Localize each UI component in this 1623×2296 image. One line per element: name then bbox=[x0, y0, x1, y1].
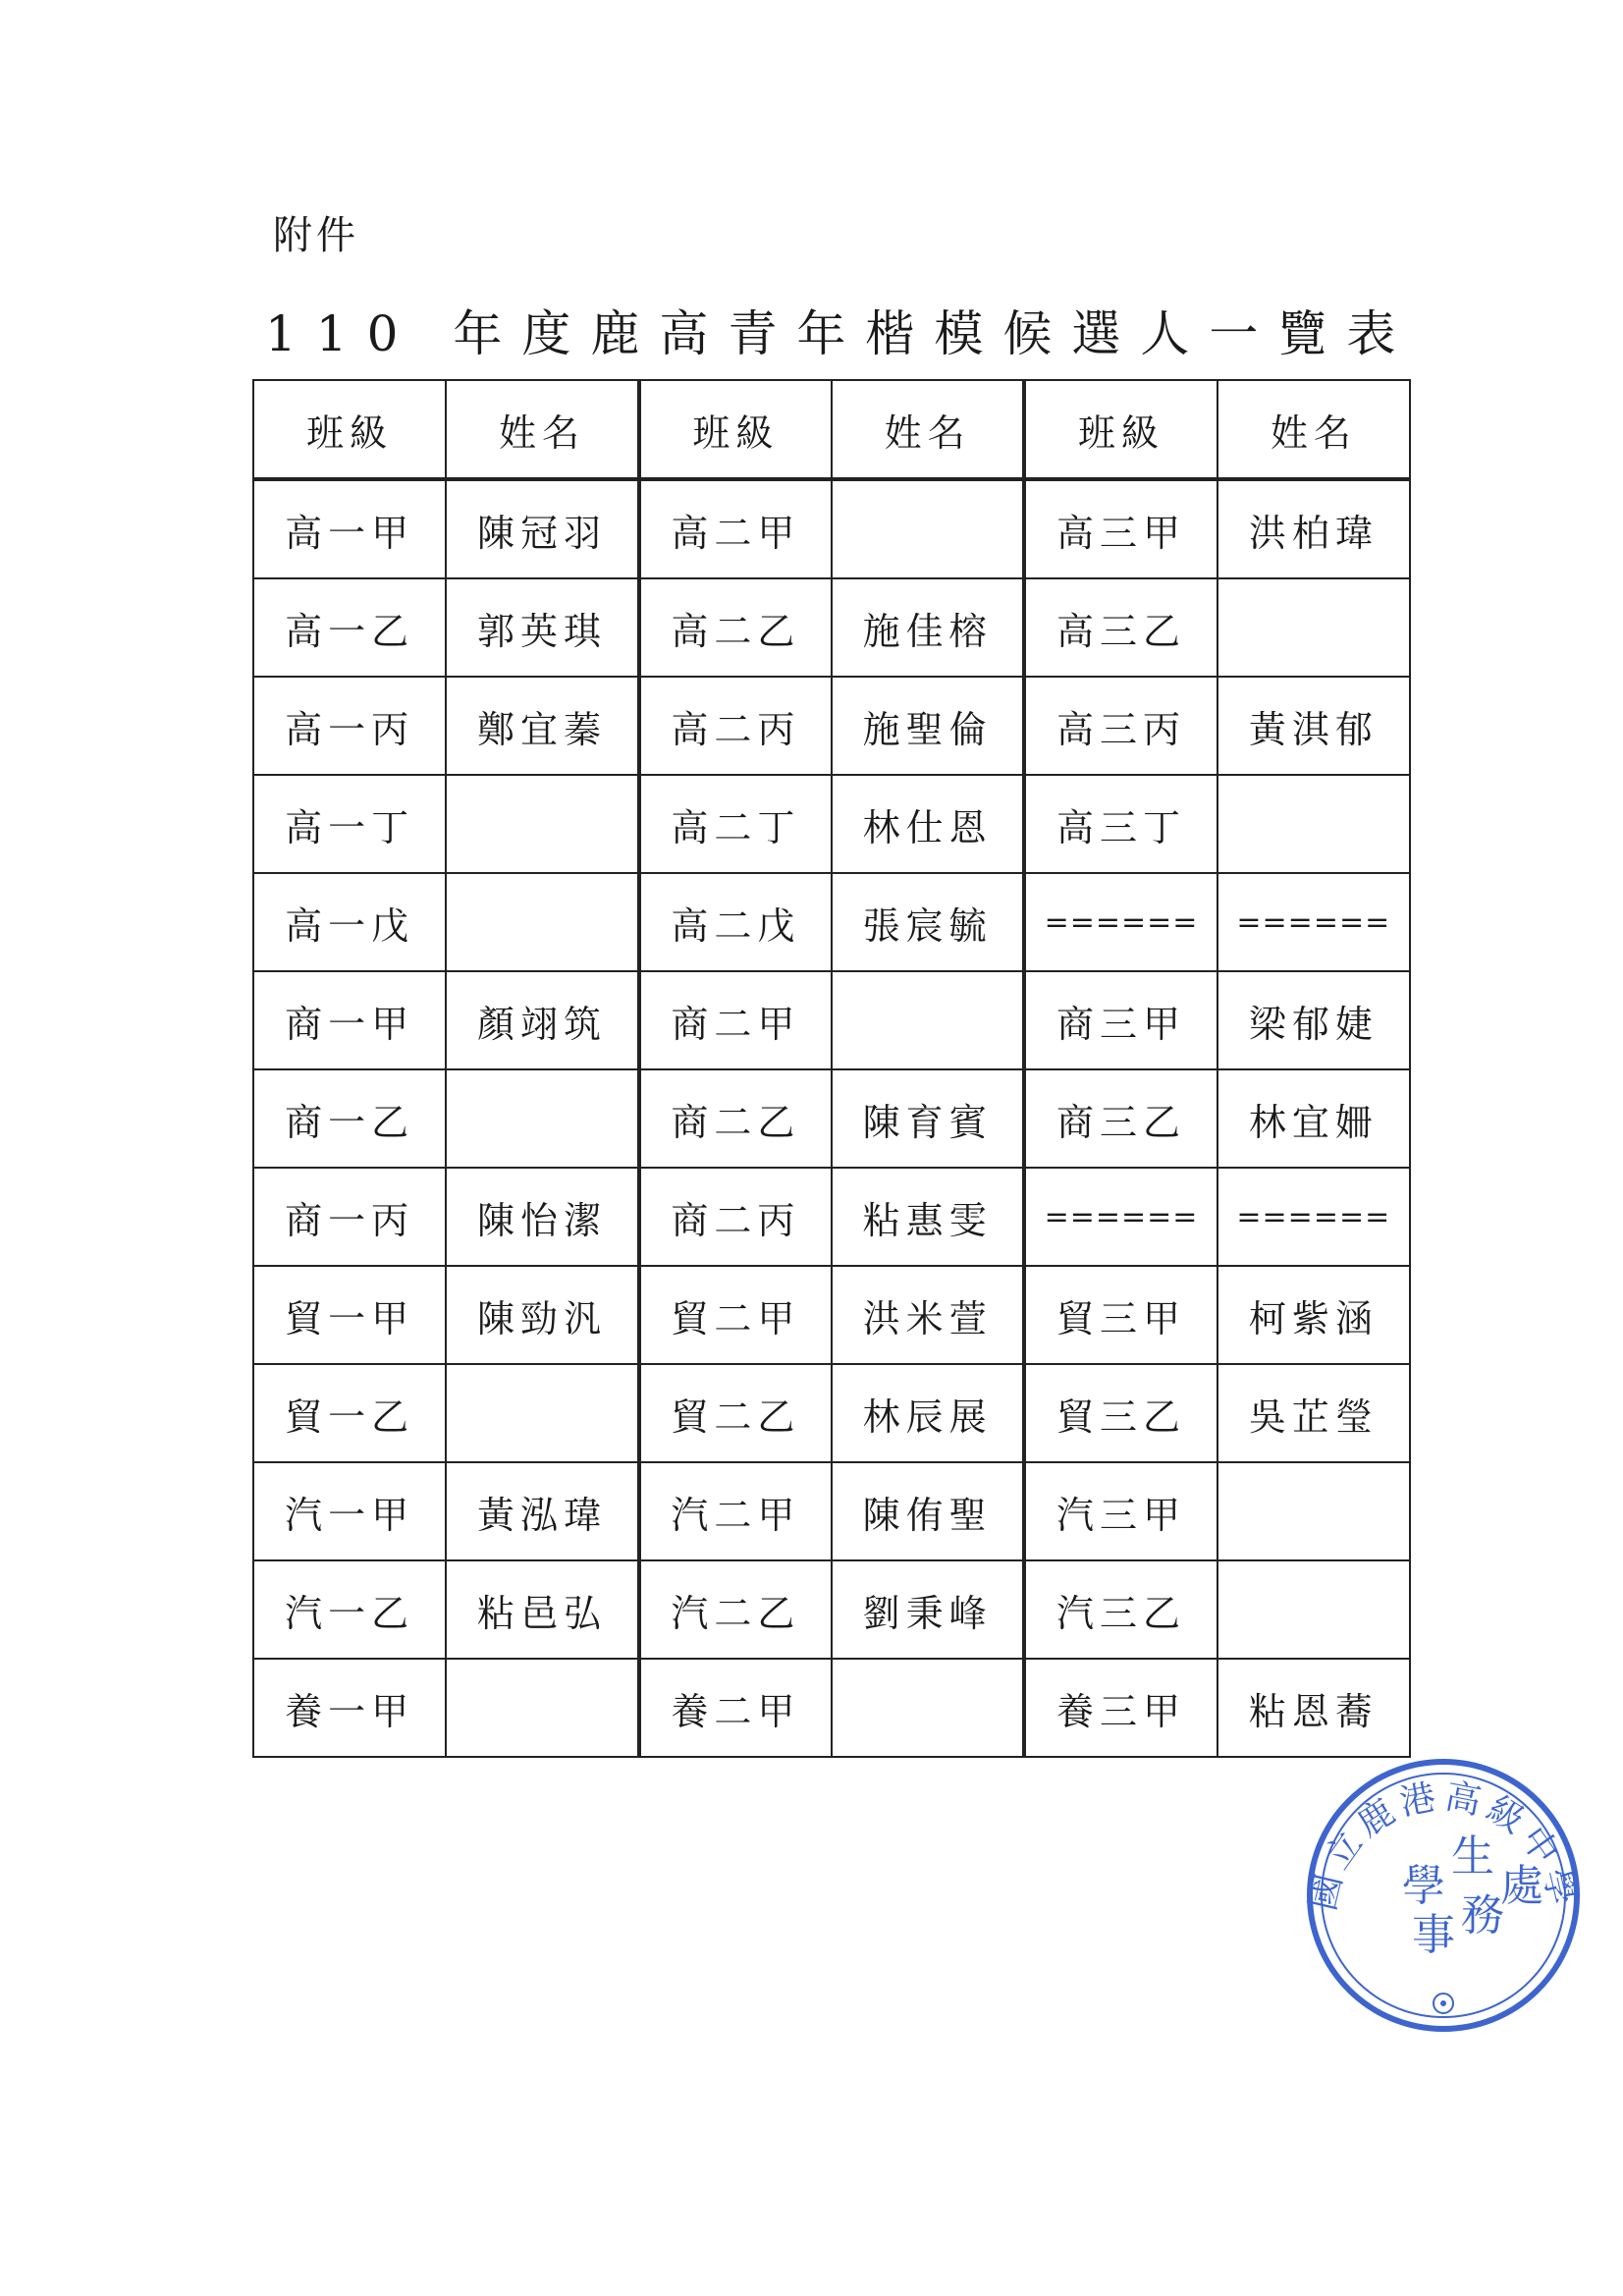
table-row bbox=[253, 1560, 1410, 1659]
class-cell: 養三甲 bbox=[1024, 1659, 1217, 1757]
class-cell: 高三丙 bbox=[1024, 677, 1217, 775]
header-name: 姓名 bbox=[1217, 380, 1410, 479]
name-cell: 粘惠雯 bbox=[832, 1168, 1024, 1266]
class-cell: 貿二甲 bbox=[639, 1266, 832, 1364]
name-cell: ====== bbox=[1217, 1168, 1410, 1266]
name-cell: 陳冠羽 bbox=[446, 479, 638, 578]
name-cell: 林辰展 bbox=[832, 1364, 1024, 1462]
class-cell: 商二丙 bbox=[639, 1168, 832, 1266]
class-cell: 汽三甲 bbox=[1024, 1462, 1217, 1560]
table-row bbox=[253, 1462, 1410, 1560]
name-cell: 陳怡潔 bbox=[446, 1168, 638, 1266]
table-row bbox=[253, 479, 1410, 578]
class-cell: 商一丙 bbox=[253, 1168, 446, 1266]
svg-text:生: 生 bbox=[1451, 1831, 1494, 1882]
header-class: 班級 bbox=[1024, 380, 1217, 479]
class-cell: ====== bbox=[1024, 873, 1217, 971]
class-cell: 貿一乙 bbox=[253, 1364, 446, 1462]
header-class: 班級 bbox=[639, 380, 832, 479]
class-cell: 貿一甲 bbox=[253, 1266, 446, 1364]
name-cell bbox=[446, 775, 638, 873]
name-cell: 陳育賓 bbox=[832, 1069, 1024, 1168]
header-class: 班級 bbox=[253, 380, 446, 479]
class-cell: 商三乙 bbox=[1024, 1069, 1217, 1168]
name-cell: 黃泓瑋 bbox=[446, 1462, 638, 1560]
table-row bbox=[253, 971, 1410, 1069]
svg-text:學: 學 bbox=[1402, 1861, 1445, 1911]
class-cell: 汽一乙 bbox=[253, 1560, 446, 1659]
class-cell: 汽一甲 bbox=[253, 1462, 446, 1560]
name-cell: 鄭宜蓁 bbox=[446, 677, 638, 775]
name-cell: 張宸毓 bbox=[832, 873, 1024, 971]
name-cell bbox=[446, 1069, 638, 1168]
class-cell: 商一乙 bbox=[253, 1069, 446, 1168]
class-cell: 養一甲 bbox=[253, 1659, 446, 1757]
class-cell: 汽三乙 bbox=[1024, 1560, 1217, 1659]
class-cell: 高二丁 bbox=[639, 775, 832, 873]
class-cell: 高三丁 bbox=[1024, 775, 1217, 873]
name-cell: 劉秉峰 bbox=[832, 1560, 1024, 1659]
name-cell: ====== bbox=[1217, 873, 1410, 971]
class-cell: 高二乙 bbox=[639, 578, 832, 677]
name-cell: 洪柏瑋 bbox=[1217, 479, 1410, 578]
class-cell: 貿三甲 bbox=[1024, 1266, 1217, 1364]
name-cell bbox=[446, 873, 638, 971]
class-cell: 汽二乙 bbox=[639, 1560, 832, 1659]
class-cell: 高三甲 bbox=[1024, 479, 1217, 578]
table-header-row bbox=[253, 380, 1410, 479]
table-row bbox=[253, 677, 1410, 775]
name-cell: 林宜姍 bbox=[1217, 1069, 1410, 1168]
school-seal-stamp bbox=[1301, 1753, 1586, 2038]
stamp-outer-text: 國立鹿港高級中學 bbox=[1302, 1776, 1585, 1915]
name-cell: 施聖倫 bbox=[832, 677, 1024, 775]
name-cell: 陳勁汎 bbox=[446, 1266, 638, 1364]
table-body bbox=[253, 479, 1410, 1757]
attachment-label: 附件 bbox=[273, 213, 359, 258]
class-cell: 養二甲 bbox=[639, 1659, 832, 1757]
class-cell: ====== bbox=[1024, 1168, 1217, 1266]
svg-text:處: 處 bbox=[1500, 1861, 1543, 1911]
table-row bbox=[253, 1364, 1410, 1462]
class-cell: 高一丁 bbox=[253, 775, 446, 873]
name-cell: 粘邑弘 bbox=[446, 1560, 638, 1659]
table-row bbox=[253, 578, 1410, 677]
name-cell: 陳侑聖 bbox=[832, 1462, 1024, 1560]
name-cell: 施佳榕 bbox=[832, 578, 1024, 677]
name-cell bbox=[1217, 578, 1410, 677]
name-cell bbox=[832, 1659, 1024, 1757]
class-cell: 高一甲 bbox=[253, 479, 446, 578]
name-cell bbox=[832, 971, 1024, 1069]
table-row bbox=[253, 1069, 1410, 1168]
class-cell: 貿三乙 bbox=[1024, 1364, 1217, 1462]
class-cell: 汽二甲 bbox=[639, 1462, 832, 1560]
name-cell: 郭英琪 bbox=[446, 578, 638, 677]
svg-text:事: 事 bbox=[1412, 1910, 1455, 1960]
class-cell: 商三甲 bbox=[1024, 971, 1217, 1069]
table-row bbox=[253, 1659, 1410, 1757]
class-cell: 高二丙 bbox=[639, 677, 832, 775]
header-name: 姓名 bbox=[446, 380, 638, 479]
name-cell: 黃淇郁 bbox=[1217, 677, 1410, 775]
name-cell bbox=[1217, 1560, 1410, 1659]
name-cell: 柯紫涵 bbox=[1217, 1266, 1410, 1364]
name-cell bbox=[832, 479, 1024, 578]
name-cell bbox=[446, 1364, 638, 1462]
class-cell: 商一甲 bbox=[253, 971, 446, 1069]
table-row bbox=[253, 775, 1410, 873]
class-cell: 高二甲 bbox=[639, 479, 832, 578]
name-cell: 吳芷瑩 bbox=[1217, 1364, 1410, 1462]
table-row bbox=[253, 873, 1410, 971]
svg-text:務: 務 bbox=[1461, 1890, 1504, 1941]
document-title: 110 年度鹿高青年楷模候選人一覽表 bbox=[265, 305, 1416, 362]
class-cell: 高三乙 bbox=[1024, 578, 1217, 677]
name-cell bbox=[1217, 1462, 1410, 1560]
name-cell: 顏翊筑 bbox=[446, 971, 638, 1069]
class-cell: 高一丙 bbox=[253, 677, 446, 775]
name-cell: 林仕恩 bbox=[832, 775, 1024, 873]
class-cell: 貿二乙 bbox=[639, 1364, 832, 1462]
name-cell: 洪米萱 bbox=[832, 1266, 1024, 1364]
name-cell: 粘恩蕎 bbox=[1217, 1659, 1410, 1757]
header-name: 姓名 bbox=[832, 380, 1024, 479]
class-cell: 高一乙 bbox=[253, 578, 446, 677]
name-cell: 梁郁婕 bbox=[1217, 971, 1410, 1069]
table-row bbox=[253, 1266, 1410, 1364]
name-cell bbox=[446, 1659, 638, 1757]
plum-blossom-icon bbox=[1434, 1994, 1453, 2013]
name-cell bbox=[1217, 775, 1410, 873]
class-cell: 商二乙 bbox=[639, 1069, 832, 1168]
candidate-table bbox=[252, 379, 1411, 1758]
class-cell: 高二戊 bbox=[639, 873, 832, 971]
class-cell: 商二甲 bbox=[639, 971, 832, 1069]
table-row bbox=[253, 1168, 1410, 1266]
class-cell: 高一戊 bbox=[253, 873, 446, 971]
